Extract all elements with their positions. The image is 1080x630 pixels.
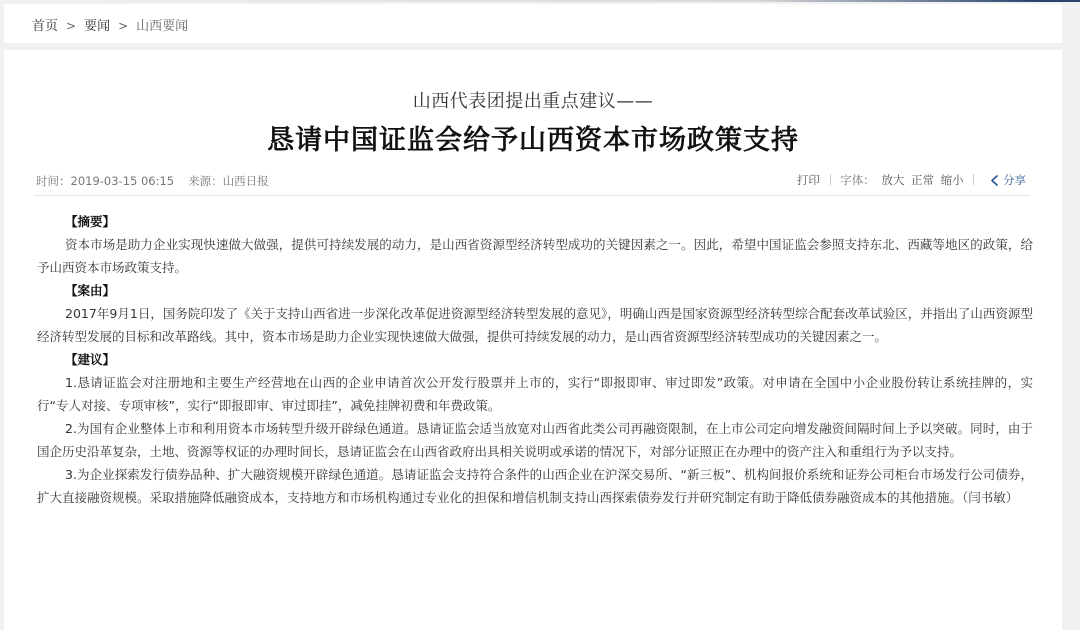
article-subtitle: 山西代表团提出重点建议—— — [412, 91, 654, 112]
font-size-label: 字体： — [840, 173, 875, 187]
source-name: 山西日报 — [222, 174, 269, 188]
publish-time: 时间：2019-03-15 06:15 — [36, 174, 175, 188]
suggestion-paragraph-3: 3.为企业探索发行债券品种、扩大融资规模开辟绿色通道。恳请证监会支持符合条件的山西企业在沪深交易所、“新三板”、机构间报价系统和证券公司柜台市场发行公司债券，扩大直接融资规模。采取措施降低融资成本，支持地方和市场机构通过专业化的担保和增信机制支持山西探索债券发行并研究制定有助于降低债券融资成本的其他措施。（闫书敏） — [37, 467, 1033, 505]
breadcrumb-bar — [4, 4, 1062, 43]
article-meta — [36, 173, 269, 189]
top-border — [0, 0, 1080, 2]
share-icon — [988, 174, 1001, 187]
abstract-heading: 【摘要】 — [65, 214, 116, 229]
abstract-paragraph: 资本市场是助力企业实现快速做大做强，提供可持续发展的动力，是山西省资源型经济转型成功的关键因素之一。因此，希望中国证监会参照支持东北、西藏等地区的政策，给予山西资本市场政策支持。 — [37, 237, 1033, 275]
article-tools — [794, 172, 1026, 188]
share-label: 分享 — [1003, 173, 1026, 187]
breadcrumb-section-link[interactable]: 要闻 — [84, 19, 111, 34]
suggestion-heading: 【建议】 — [65, 352, 116, 367]
breadcrumb-home-link[interactable]: 首页 — [32, 19, 59, 34]
article-title: 恳请中国证监会给予山西资本市场政策支持 — [267, 125, 799, 156]
article-body — [37, 210, 1033, 509]
breadcrumb-separator: > — [118, 19, 129, 33]
font-large-button[interactable]: 放大 — [881, 173, 905, 187]
breadcrumb — [32, 15, 188, 34]
divider — [830, 174, 831, 185]
source-label: 来源： — [188, 174, 223, 188]
suggestion-paragraph-2: 2.为国有企业整体上市和利用资本市场转型升级开辟绿色通道。恳请证监会适当放宽对山西省此类公司再融资限制，在上市公司定向增发融资间隔时间上予以突破。同时，由于国企历史沿革复杂，土地、资源等权证的办理时间长，恳请证监会在山西省政府出具相关说明或承诺的情况下，对部分证照正在办理中的资产注入和重组行为予以支持。 — [37, 421, 1033, 459]
header-rule — [34, 195, 1030, 196]
breadcrumb-separator: > — [66, 19, 77, 33]
share-button[interactable] — [988, 173, 1026, 187]
article-panel — [4, 50, 1062, 630]
breadcrumb-current-link[interactable]: 山西要闻 — [136, 19, 189, 34]
font-normal-button[interactable]: 正常 — [911, 173, 935, 187]
print-button[interactable]: 打印 — [796, 173, 820, 187]
font-small-button[interactable]: 缩小 — [940, 173, 964, 187]
top-accent — [0, 0, 1080, 2]
reason-heading: 【案由】 — [65, 283, 116, 298]
divider — [973, 174, 974, 185]
suggestion-paragraph-1: 1.恳请证监会对注册地和主要生产经营地在山西的企业申请首次公开发行股票并上市的，实行“即报即审、审过即发”政策。对申请在全国中小企业股份转让系统挂牌的，实行“专人对接、专项审核”，实行“即报即审、审过即挂”，减免挂牌初费和年费政策。 — [37, 375, 1033, 413]
reason-paragraph: 2017年9月1日，国务院印发了《关于支持山西省进一步深化改革促进资源型经济转型发展的意见》，明确山西是国家资源型经济转型综合配套改革试验区，并指出了山西资源型经济转型发展的目标和改革路线。其中，资本市场是助力企业实现快速做大做强，提供可持续发展的动力，是山西省资源型经济转型成功的关键因素之一。 — [37, 306, 1033, 344]
